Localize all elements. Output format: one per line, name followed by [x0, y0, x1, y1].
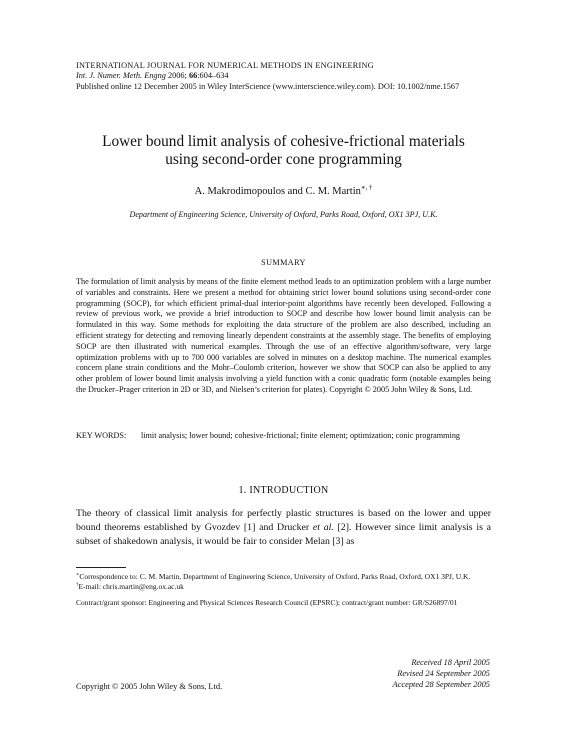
paper-title: [60, 133, 507, 169]
intro-paragraph: [76, 507, 491, 548]
intro-et-al: et al.: [312, 521, 334, 533]
keywords-text: limit analysis; lower bound; cohesive-frictional; finite element; optimization; conic programming: [141, 431, 461, 440]
title-line-2: using second-order cone programming: [165, 151, 402, 168]
corr-mark: ∗: [76, 572, 80, 578]
correspondence-text: Correspondence to: C. M. Martin, Department of Engineering Science, University of Oxford, Parks Road, Oxford, OX1 3PJ, U.K.: [79, 572, 471, 581]
intro-part-1: The theory of classical limit analysis for perfectly plastic structures is based on the lower and upper bound theorems established by Gvozdev [1] and Drucker: [76, 508, 491, 533]
email-text: E-mail: chris.martin@eng.ox.ac.uk: [78, 581, 184, 591]
accepted-date: Accepted 28 September 2005: [392, 679, 490, 689]
footnote-contract: Contract/grant sponsor: Engineering and Physical Sciences Research Council (EPSRC); contract/grant number: GR/S26897/01: [76, 597, 458, 607]
copyright-notice: Copyright © 2005 John Wiley & Sons, Ltd.: [76, 682, 223, 691]
abstract-text: The formulation of limit analysis by means of the finite element method leads to an optimization problem with a large number of variables and constraints. Here we present a method for obtaining strict lower bound solutions using second-order cone programming (SOCP), for which efficient primal-dual interior-point algorithms have recently been developed. Following a review of previous work, we provide a brief introduction to SOCP and describe how lower bound limit analysis can be formulated in this way. Some methods for exploiting the data structure of the problem are also described, including an efficient strategy for detecting and removing linearly dependent constraints at the assembly stage. The benefits of employing SOCP are then illustrated with numerical examples. Through the use of an effective algorithm/software, very large optimization problems with up to 700 000 variables are solved in minutes on a desktop machine. The numerical examples concern plane strain conditions and the Mohr–Coulomb criterion, however we show that SOCP can also be applied to any other problem of lower bound limit analysis involving a yield function with a conic quadratic form (notable examples being the Drucker–Prager criterion in 2D or 3D, and Nielsen’s criterion for plates). Copyright © 2005 John Wiley & Sons, Ltd.: [76, 277, 491, 394]
journal-citation: [76, 71, 496, 81]
footnote-rule: [76, 567, 126, 568]
author-names: A. Makrodimopoulos and C. M. Martin: [194, 186, 361, 197]
citation-year: 2006;: [165, 71, 189, 81]
citation-journal: Int. J. Numer. Meth. Engng: [76, 71, 166, 81]
keywords-label: KEY WORDS:: [76, 431, 127, 440]
footnotes: [76, 572, 491, 607]
authors: [60, 186, 507, 197]
journal-name: INTERNATIONAL JOURNAL FOR NUMERICAL METHODS IN ENGINEERING: [76, 61, 374, 70]
citation-pages: :604–634: [197, 71, 229, 81]
received-date: Received 18 April 2005: [411, 658, 490, 667]
footnote-email: [76, 582, 491, 592]
citation-volume: 66: [188, 71, 198, 81]
footnote-correspondence: [76, 572, 491, 582]
section-heading: 1. INTRODUCTION: [238, 485, 329, 496]
title-line-1: Lower bound limit analysis of cohesive-frictional materials: [102, 133, 465, 150]
author-marks: ∗, †: [360, 184, 373, 192]
summary-heading: SUMMARY: [261, 258, 306, 267]
affiliation: Department of Engineering Science, University of Oxford, Parks Road, Oxford, OX1 3PJ, U.K.: [129, 210, 438, 219]
revised-date: Revised 24 September 2005: [397, 668, 490, 678]
email-mark: †: [76, 582, 79, 588]
journal-header: [76, 61, 496, 92]
received-dates: [330, 658, 490, 691]
publication-info: Published online 12 December 2005 in Wiley InterScience (www.interscience.wiley.com). DOI: 10.1002/nme.1567: [76, 81, 460, 91]
intro-part-2: [2]. However since limit analysis is a subset of shakedown analysis, it would be fair to consider Melan [3] as: [76, 521, 491, 547]
